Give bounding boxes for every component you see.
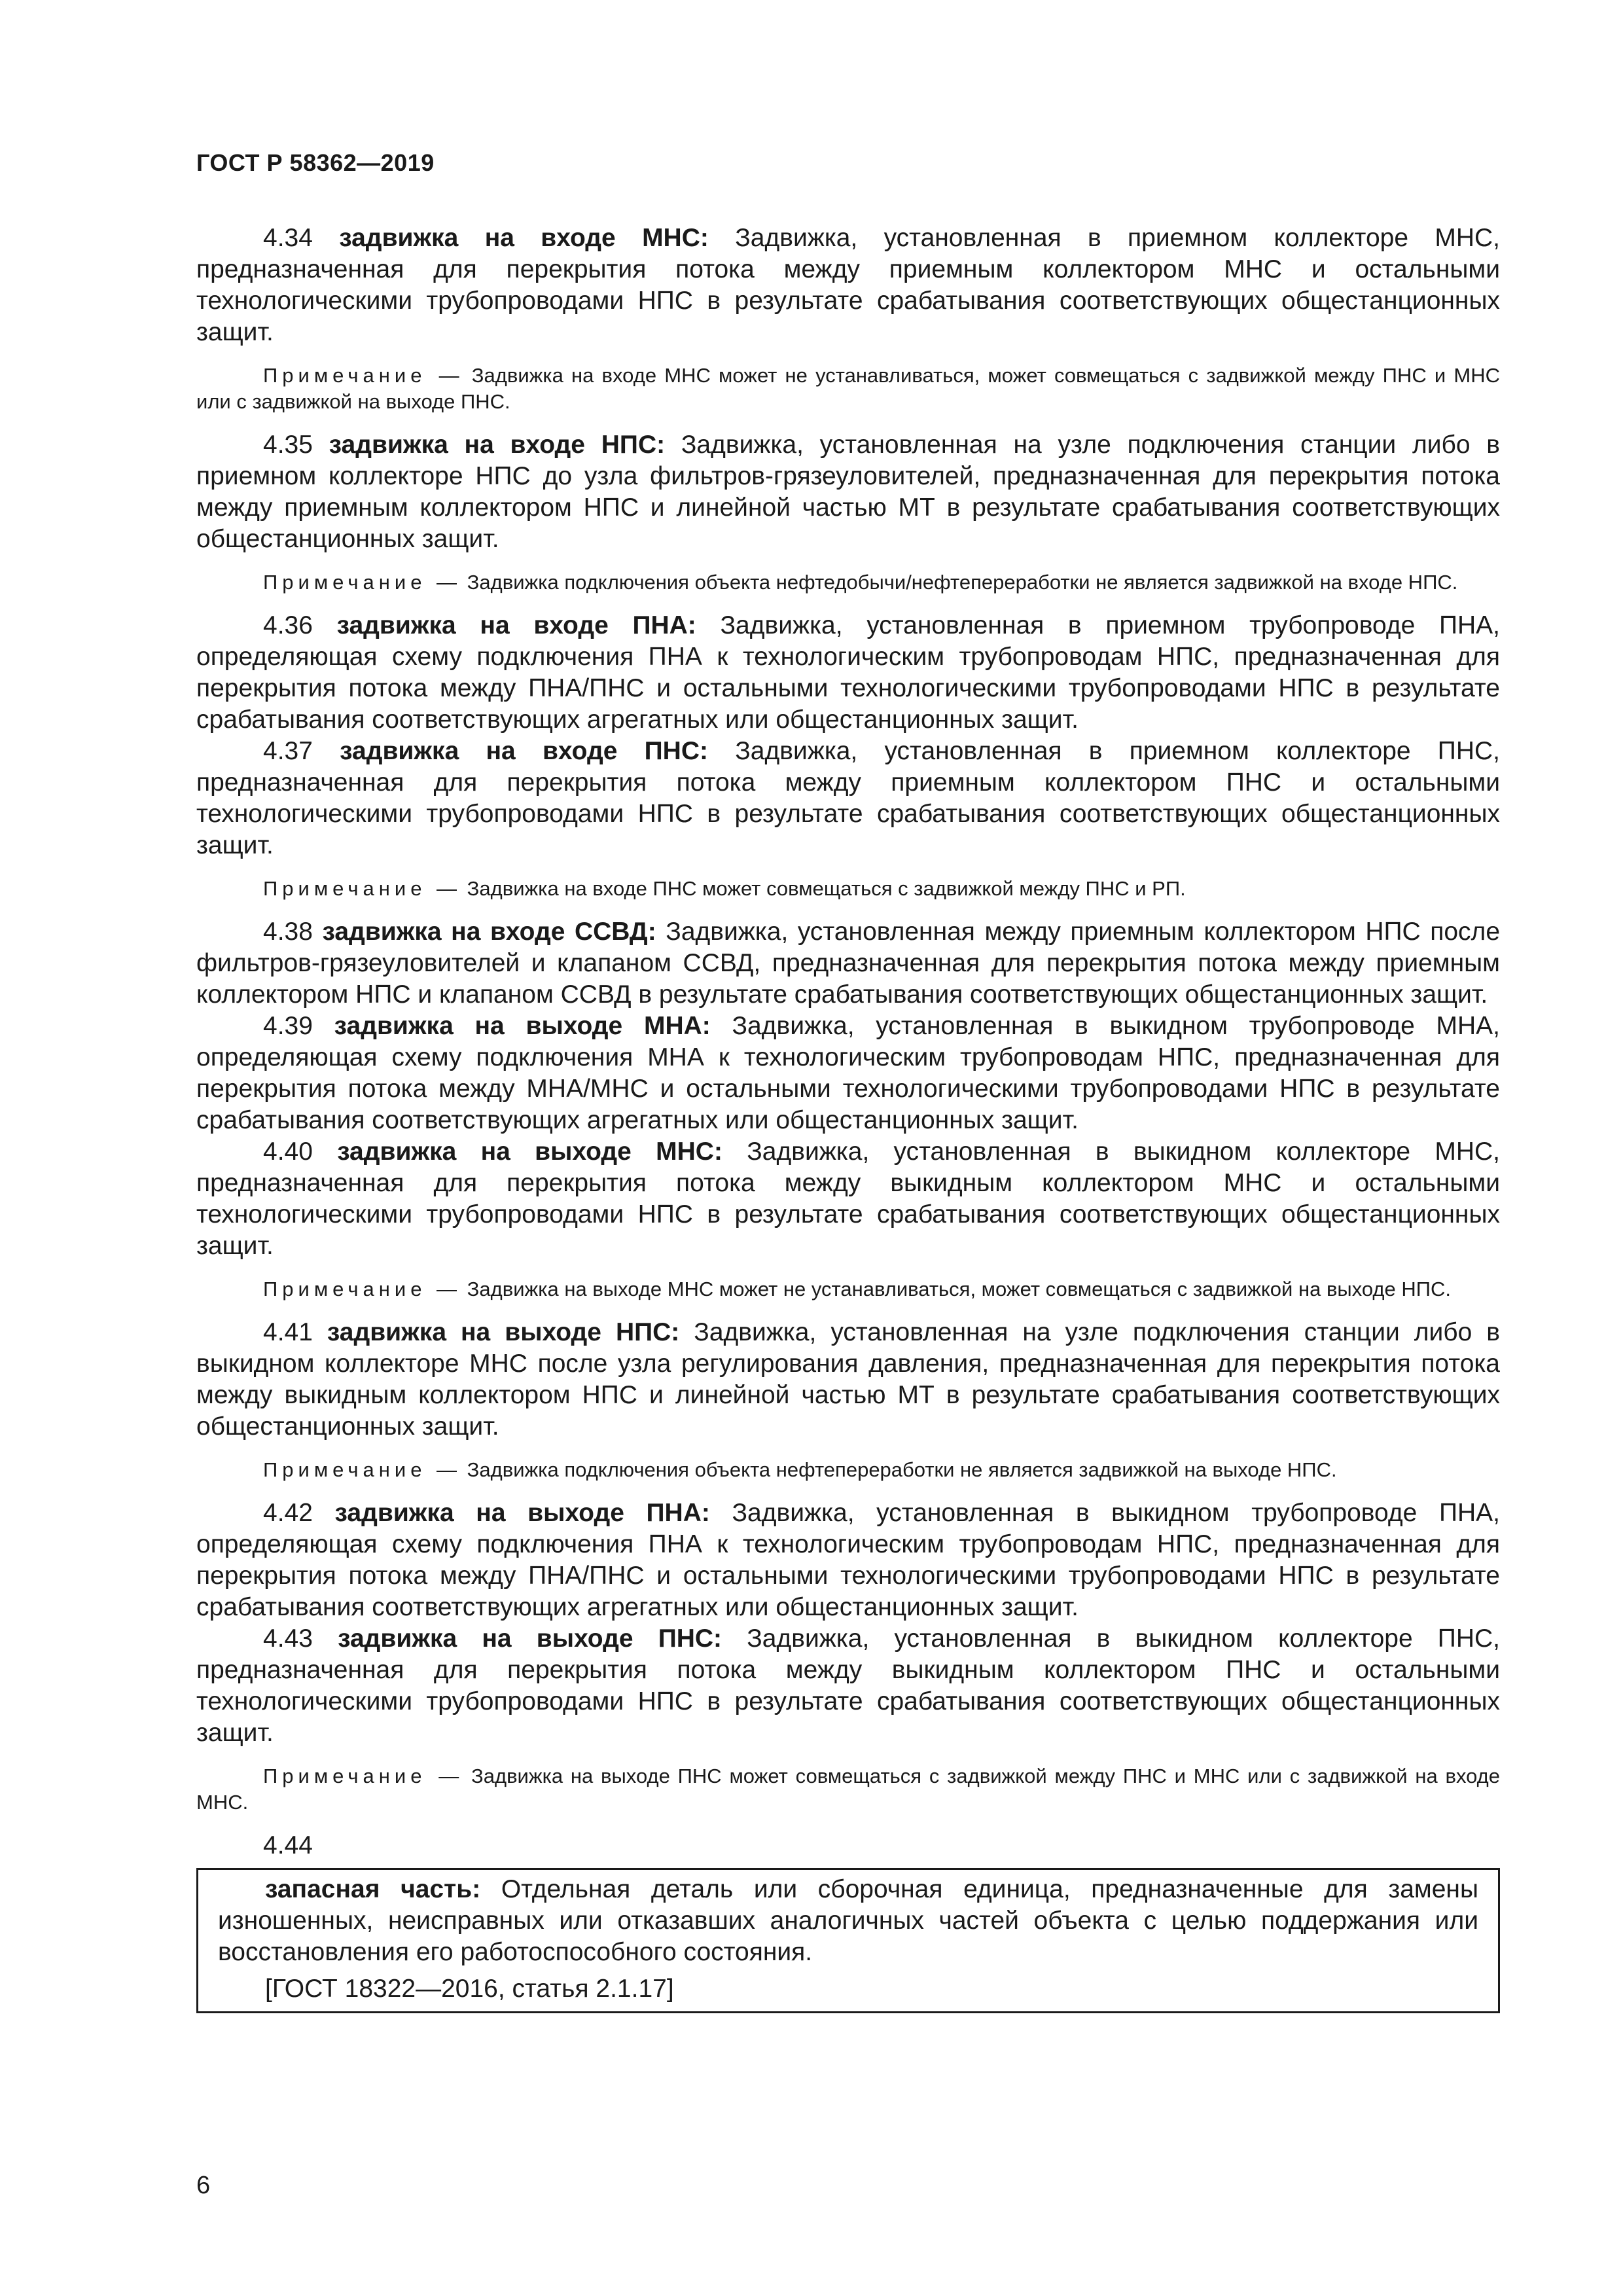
- term-definition: Отдельная деталь или сборочная единица, предназначенные для замены изношенных, неисправных или отказавших аналогичных частей объекта с целью поддержания или восстановления его работоспособного состояния.: [218, 1875, 1478, 1966]
- term-definition: Задвижка, установленная в приемном коллекторе МНС, предназначенная для перекрытия потока между приемным коллектором МНС и остальными технологическими трубопроводами НПС в результате срабатывания соответствующих общестанционных защит.: [196, 224, 1501, 346]
- term-4-38: [196, 916, 1500, 1011]
- term-definition: Задвижка, установленная в выкидном коллекторе МНС, предназначенная для перекрытия потока между выкидным коллектором МНС и остальными технологическими трубопроводами НПС в результате срабатывания соответствующих общестанционных защит.: [196, 1138, 1500, 1260]
- term-definition: Задвижка, установленная в выкидном коллекторе ПНС, предназначенная для перекрытия потока между выкидным коллектором ПНС и остальными технологическими трубопроводами НПС в результате срабатывания соответствующих общестанционных защит.: [196, 1624, 1500, 1747]
- term-4-37: [196, 736, 1500, 861]
- term-4-41: [196, 1317, 1500, 1443]
- note-text: Задвижка на входе ПНС может совмещаться с задвижкой между ПНС и РП.: [467, 877, 1186, 900]
- term-number: 4.35: [263, 431, 313, 459]
- term-definition: Задвижка, установленная между приемным коллектором НПС после фильтров-грязеуловителей и клапаном ССВД, предназначенная для перекрытия потока между приемным коллектором НПС и клапаном ССВД в результате срабатывания соответствующих общестанционных защит.: [196, 918, 1501, 1009]
- term-note: [196, 569, 1500, 596]
- terms-content: [196, 223, 1500, 2013]
- note-label: Примечание —: [263, 571, 462, 594]
- term-name: задвижка на входе МНС:: [339, 224, 709, 252]
- term-number: 4.42: [263, 1499, 313, 1527]
- term-definition: Задвижка, установленная в выкидном трубопроводе МНА, определяющая схему подключения МНА к технологическим трубопроводам НПС, предназначенная для перекрытия потока между МНА/МНС и остальными технологическими трубопроводами НПС в результате срабатывания соответствующих агрегатных или общестанционных защит.: [196, 1012, 1500, 1134]
- note-label: Примечание —: [263, 364, 464, 387]
- term-note: [196, 1457, 1500, 1483]
- term-definition: Задвижка, установленная на узле подключения станции либо в выкидном коллекторе МНС после узла регулирования давления, предназначенная для перекрытия потока между выкидным коллектором НПС и линейной частью МТ в результате срабатывания соответствующих общестанционных защит.: [196, 1318, 1501, 1441]
- term-4-40: [196, 1136, 1500, 1262]
- term-note: [196, 1276, 1500, 1302]
- boxed-term: [218, 1874, 1478, 1968]
- term-name: задвижка на выходе МНА:: [334, 1012, 711, 1040]
- note-text: Задвижка на выходе МНС может не устанавливаться, может совмещаться с задвижкой на выходе НПС.: [467, 1278, 1452, 1300]
- term-name: задвижка на входе ПНС:: [340, 737, 708, 765]
- page-number: 6: [196, 2172, 211, 2199]
- term-4-35: [196, 429, 1500, 555]
- term-name: задвижка на входе ПНА:: [336, 611, 696, 639]
- boxed-term-frame: [196, 1868, 1500, 2013]
- term-4-44-number: 4.44: [263, 1831, 313, 1859]
- term-number: 4.36: [263, 611, 313, 639]
- note-label: Примечание —: [263, 1765, 464, 1787]
- term-name: задвижка на входе НПС:: [329, 431, 666, 459]
- note-text: Задвижка подключения объекта нефтепереработки не является задвижкой на выходе НПС.: [467, 1458, 1337, 1481]
- term-number: 4.43: [263, 1624, 313, 1653]
- term-definition: Задвижка, установленная в приемном трубопроводе ПНА, определяющая схему подключения ПНА к технологическим трубопроводам НПС, предназначенная для перекрытия потока между ПНА/ПНС и остальными технологическими трубопроводами НПС в результате срабатывания соответствующих агрегатных или общестанционных защит.: [196, 611, 1500, 734]
- term-definition: Задвижка, установленная в выкидном трубопроводе ПНА, определяющая схему подключения ПНА к технологическим трубопроводам НПС, предназначенная для перекрытия потока между ПНА/ПНС и остальными технологическими трубопроводами НПС в результате срабатывания соответствующих агрегатных или общестанционных защит.: [196, 1499, 1500, 1621]
- note-label: Примечание —: [263, 877, 462, 900]
- term-definition: Задвижка, установленная на узле подключения станции либо в приемном коллекторе НПС до узла фильтров-грязеуловителей, предназначенная для перекрытия потока между приемным коллектором НПС и линейной частью МТ в результате срабатывания соответствующих общестанционных защит.: [196, 431, 1501, 553]
- term-name: задвижка на выходе МНС:: [337, 1138, 722, 1166]
- term-4-43: [196, 1623, 1500, 1749]
- term-note: [196, 363, 1500, 415]
- term-name: задвижка на входе ССВД:: [322, 918, 656, 946]
- term-name: запасная часть:: [265, 1875, 481, 1903]
- note-label: Примечание —: [263, 1278, 462, 1300]
- term-name: задвижка на выходе ПНА:: [334, 1499, 710, 1527]
- term-number: 4.34: [263, 224, 313, 252]
- term-number: 4.39: [263, 1012, 313, 1040]
- source-reference: [ГОСТ 18322—2016, статья 2.1.17]: [265, 1975, 674, 2003]
- term-number: 4.37: [263, 737, 313, 765]
- term-name: задвижка на выходе НПС:: [327, 1318, 680, 1346]
- note-text: Задвижка подключения объекта нефтедобычи/нефтепереработки не является задвижкой на входе НПС.: [467, 571, 1458, 594]
- term-4-42: [196, 1498, 1500, 1623]
- term-definition: Задвижка, установленная в приемном коллекторе ПНС, предназначенная для перекрытия потока между приемным коллектором ПНС и остальными технологическими трубопроводами НПС в результате срабатывания соответствующих общестанционных защит.: [196, 737, 1501, 859]
- term-note: [196, 876, 1500, 902]
- term-name: задвижка на выходе ПНС:: [338, 1624, 722, 1653]
- term-number: 4.41: [263, 1318, 313, 1346]
- term-4-34: [196, 223, 1500, 348]
- note-text: Задвижка на выходе ПНС может совмещаться с задвижкой между ПНС и МНС или с задвижкой на входе МНС.: [196, 1765, 1500, 1814]
- note-text: Задвижка на входе МНС может не устанавливаться, может совмещаться с задвижкой между ПНС и МНС или с задвижкой на выходе ПНС.: [196, 364, 1500, 413]
- note-label: Примечание —: [263, 1458, 462, 1481]
- term-4-39: [196, 1011, 1500, 1136]
- term-number: 4.40: [263, 1138, 313, 1166]
- document-code-header: ГОСТ Р 58362—2019: [196, 149, 435, 176]
- term-number: 4.38: [263, 918, 313, 946]
- term-note: [196, 1763, 1500, 1816]
- term-4-36: [196, 610, 1500, 736]
